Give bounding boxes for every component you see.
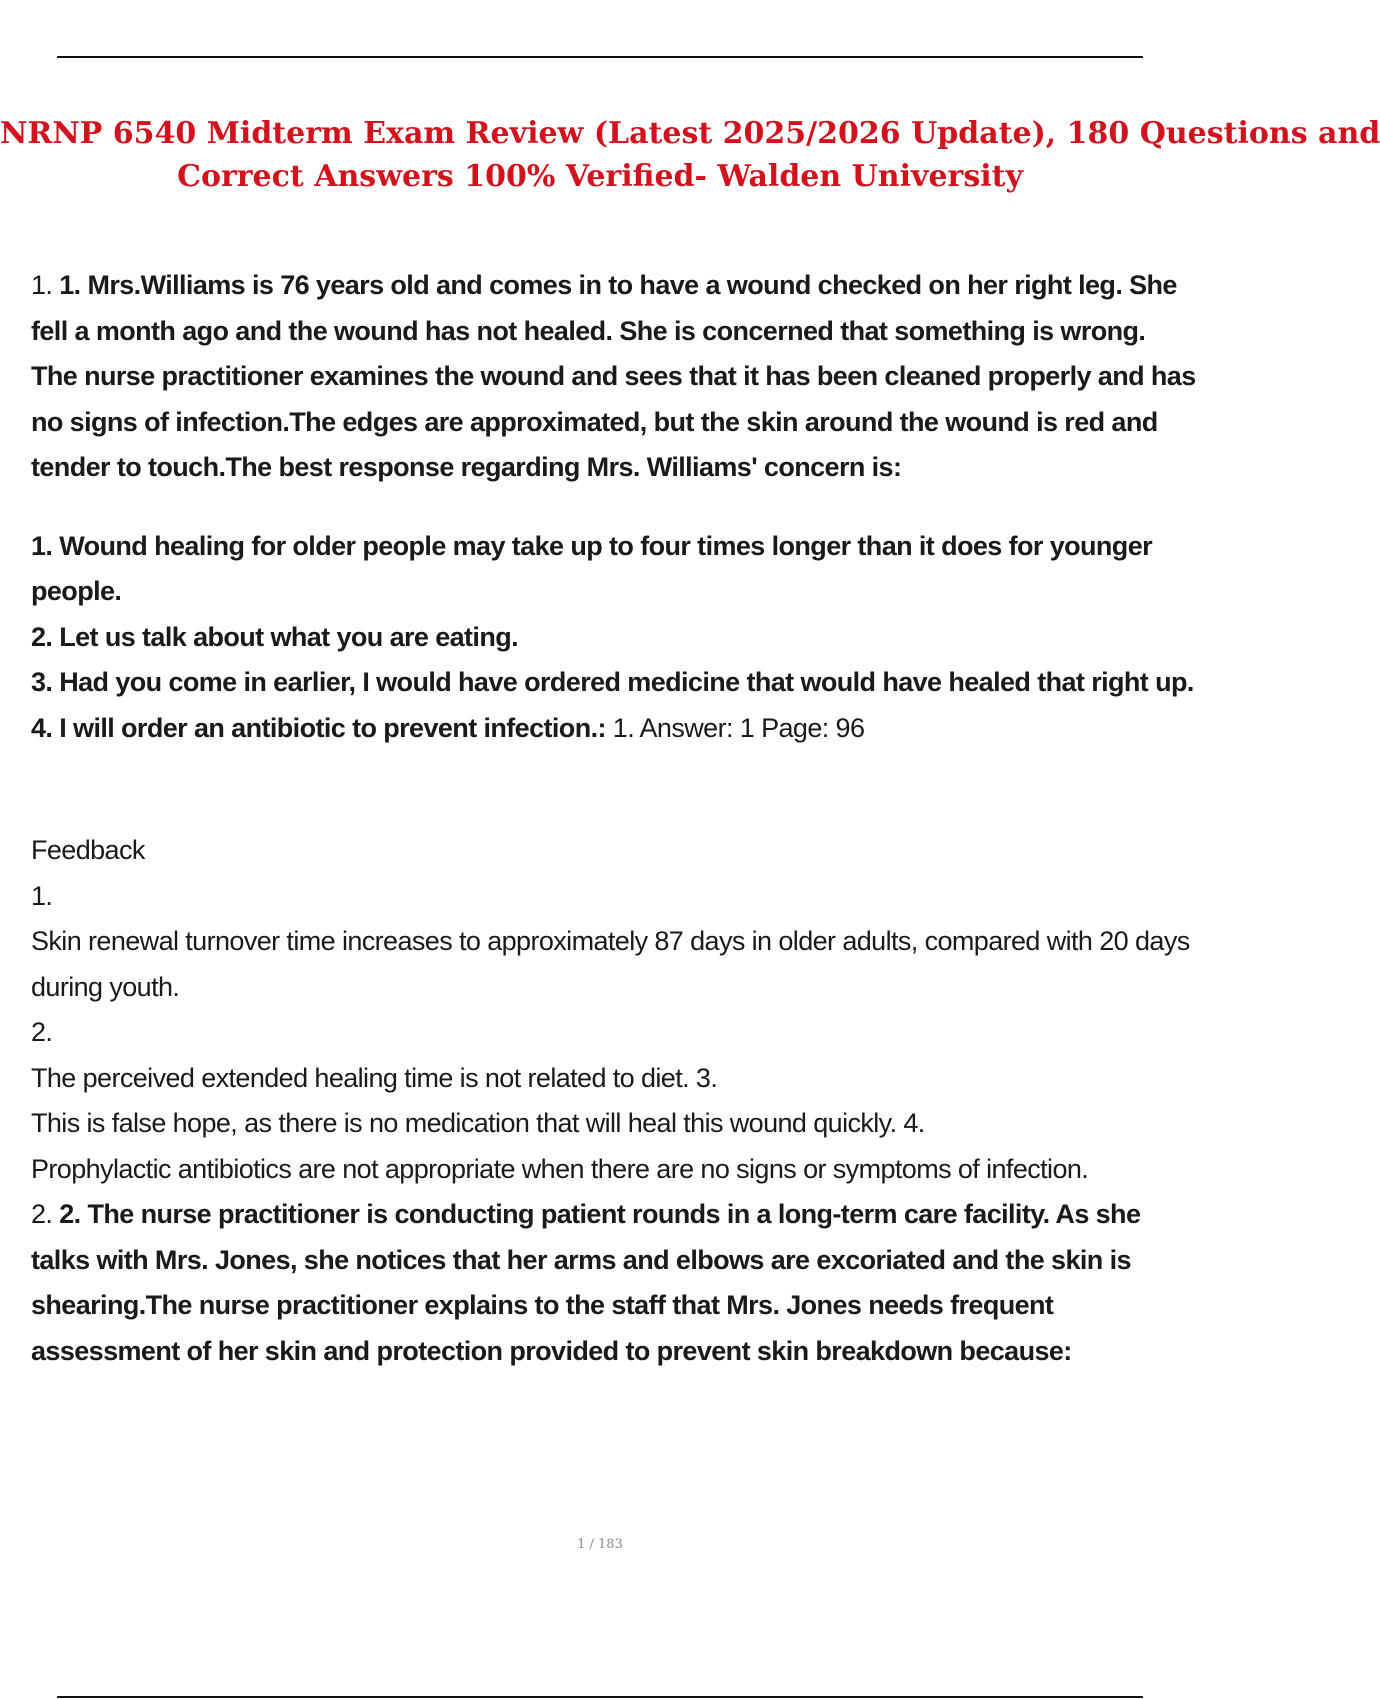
question-2-number: 2. [31, 1199, 53, 1229]
answer-line: 1. Answer: 1 Page: 96 [612, 712, 865, 743]
option-3-number: 3. [31, 667, 53, 697]
option-2-number: 2. [31, 621, 53, 652]
spacer [31, 751, 1196, 828]
question-1 [31, 263, 1196, 491]
feedback-line: Skin renewal turnover time increases to approximately 87 days in older adults, compared with 20 days during youth. [31, 926, 1190, 1002]
title-line-2: Correct Answers 100% Verified- Walden University [177, 159, 1023, 194]
feedback-line: This is false hope, as there is no medication that will heal this wound quickly. 4. [31, 1108, 925, 1138]
feedback-heading: Feedback [31, 835, 145, 865]
feedback-line: 1. [31, 880, 53, 911]
question-1-stem-label: 1. [59, 270, 81, 300]
question-2-stem: The nurse practitioner is conducting patient rounds in a long-term care facility. As she talks with Mrs. Jones, she notices that her arms and elbows are excoriated and the skin is shearing.The nurse practitioner explains to the staff that Mrs. Jones needs frequent assessment of her skin and protection provided to prevent skin breakdown because: [31, 1199, 1141, 1366]
option-1-text: Wound healing for older people may take up to four times longer than it does for younger people. [31, 530, 1153, 606]
option-2-text: Let us talk about what you are eating. [59, 621, 519, 652]
question-2-stem-label: 2. [59, 1199, 81, 1229]
feedback-line: The perceived extended healing time is not related to diet. 3. [31, 1062, 718, 1093]
page-number: 1 / 183 [577, 1537, 623, 1552]
option-2 [31, 615, 1196, 661]
document-body [31, 263, 1196, 1374]
document-title [0, 112, 1380, 198]
top-rule [57, 56, 1143, 58]
option-4-number: 4. [31, 712, 53, 743]
option-4-text: I will order an antibiotic to prevent infection.: [59, 712, 606, 743]
feedback-line: Prophylactic antibiotics are not appropriate when there are no signs or symptoms of infection. [31, 1153, 1089, 1184]
question-1-stem: Mrs.Williams is 76 years old and comes in to have a wound checked on her right leg. She fell a month ago and the wound has not healed. She is concerned that something is wrong. The nurse practitioner examines the wound and sees that it has been cleaned properly and has no signs of infection.The edges are approximated, but the skin around the wound is red and tender to touch.The best response regarding Mrs. Williams' concern is: [31, 270, 1196, 482]
question-2 [31, 1192, 1196, 1374]
title-line-1: NRNP 6540 Midterm Exam Review (Latest 2025/2026 Update), 180 Questions and [0, 116, 1380, 151]
option-1 [31, 524, 1196, 615]
spacer [31, 491, 1196, 524]
option-4 [31, 706, 1196, 752]
option-1-number: 1. [31, 530, 53, 561]
option-3-text: Had you come in earlier, I would have ordered medicine that would have healed that right up. [59, 667, 1194, 697]
feedback-line: 2. [31, 1017, 53, 1047]
bottom-rule [57, 1696, 1143, 1698]
option-3 [31, 660, 1196, 706]
question-1-number: 1. [31, 270, 53, 300]
